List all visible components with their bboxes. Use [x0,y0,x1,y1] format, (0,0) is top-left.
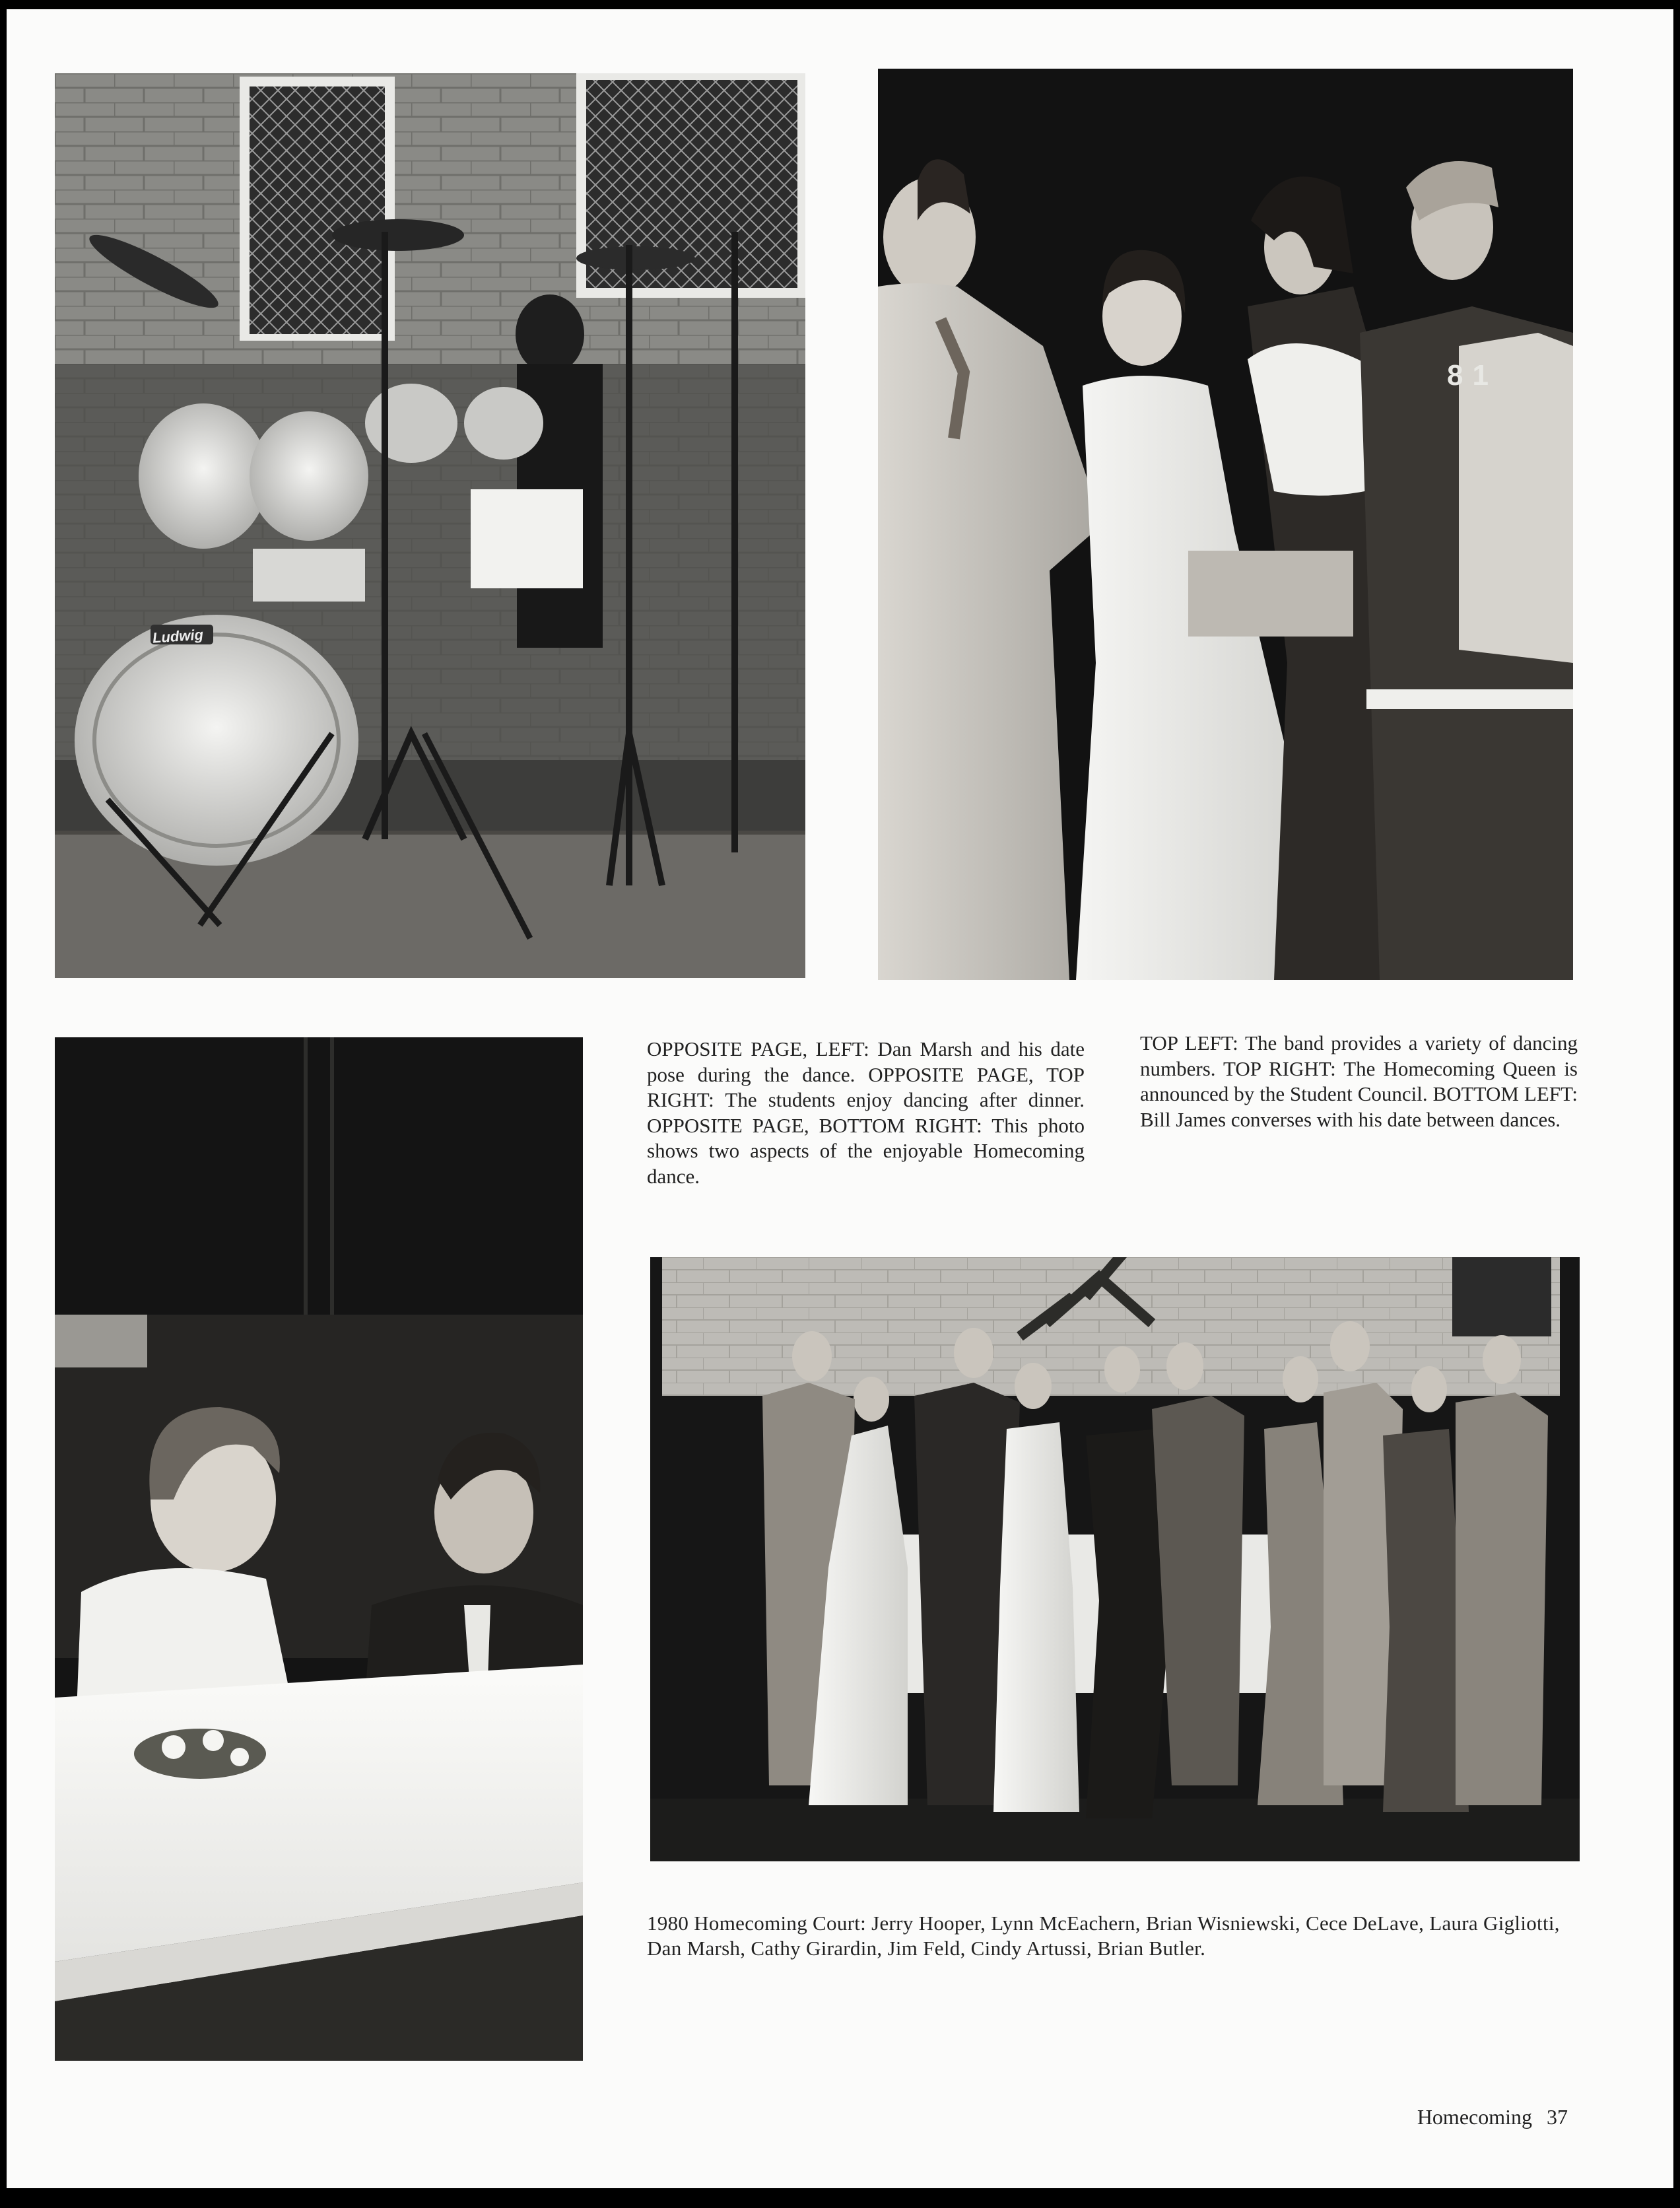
queen-photo-art [878,69,1573,980]
page-footer [1417,2105,1568,2129]
photo-homecoming-court [650,1257,1580,1861]
photo-band-drummer [55,73,805,978]
band-photo-art [55,73,805,978]
caption-opposite-page: OPPOSITE PAGE, LEFT: Dan Marsh and his date pose during the dance. OPPOSITE PAGE, TOP RIGHT: The students enjoy dancing after dinner. OPPOSITE PAGE, BOTTOM RIGHT: This photo shows two aspects of the enjoyable Homecoming dance. [647,1037,1085,1188]
photo-queen-announcement [878,69,1573,980]
section-name: Homecoming [1417,2105,1532,2129]
varsity-jacket-number: 81 [1447,359,1498,392]
page-number: 37 [1547,2105,1568,2129]
drum-brand-logo: Ludwig [152,626,204,646]
caption-this-page: TOP LEFT: The band provides a variety of dancing numbers. TOP RIGHT: The Homecoming Queen is announced by the Student Council. BOTTOM LEFT: Bill James converses with his date between dances. [1140,1031,1578,1131]
caption-homecoming-court: 1980 Homecoming Court: Jerry Hooper, Lynn McEachern, Brian Wisniewski, Cece DeLave, Laura Gigliotti, Dan Marsh, Cathy Girardin, Jim Feld, Cindy Artussi, Brian Butler. [647,1912,1560,1960]
court-photo-art [650,1257,1580,1861]
yearbook-page [7,9,1673,2188]
photo-couple-at-table [55,1037,583,2061]
couple-photo-art [55,1037,583,2061]
